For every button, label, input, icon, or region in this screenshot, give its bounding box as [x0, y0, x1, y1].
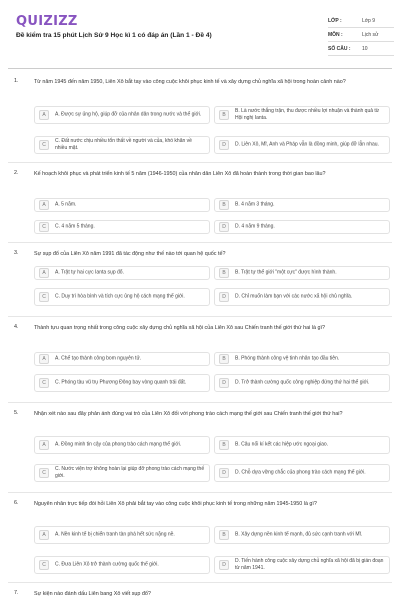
option-d[interactable]: [214, 288, 390, 306]
question-text: Nguyên nhân trực tiếp đòi hỏi Liên Xô phải bắt tay vào công cuộc khôi phục kinh tế trong những năm 1945-1950 là gì?: [34, 501, 317, 507]
option-letter: C: [39, 468, 49, 478]
meta-value: Lớp 9: [362, 17, 376, 24]
option-letter: B: [219, 530, 229, 540]
option-letter: A: [39, 354, 49, 364]
option-text: D. 4 năm 9 tháng.: [235, 223, 275, 230]
question-divider: [8, 402, 392, 403]
option-text: C. Duy trì hòa bình và tích cực ủng hộ cách mạng thế giới.: [55, 293, 185, 300]
option-text: A. 5 năm.: [55, 201, 77, 208]
meta-row-class: [328, 14, 394, 28]
option-c[interactable]: [34, 220, 210, 234]
quizizz-logo: QUIZIZZ: [16, 14, 78, 29]
option-b[interactable]: [214, 526, 390, 544]
option-text: A. Đồng minh tin cậy của phong trào cách mạng thế giới.: [55, 441, 182, 448]
meta-key: SỐ CÂU :: [328, 45, 351, 52]
option-letter: C: [39, 222, 49, 232]
question-number: 1.: [14, 78, 19, 84]
question-text: Thành tựu quan trọng nhất trong công cuộc xây dựng chủ nghĩa xã hội của Liên Xô sau Chiến tranh thế giới thứ hai là gì?: [34, 325, 325, 331]
option-letter: C: [39, 292, 49, 302]
option-a[interactable]: [34, 266, 210, 280]
option-text: D. Chỉ muốn làm bạn với các nước xã hội chủ nghĩa.: [235, 293, 353, 300]
option-text: A. Nền kinh tế bị chiến tranh tàn phá hết sức nặng nề.: [55, 531, 175, 538]
option-text: B. Là nước thắng trận, thu được nhiều lợi nhuận và thành quả từ Hội nghị Ianta.: [235, 108, 380, 121]
question-text: Kế hoạch khôi phục và phát triển kinh tế 5 năm (1946-1950) của nhân dân Liên Xô đã hoàn thành trong thời gian bao lâu?: [34, 171, 326, 177]
meta-key: MÔN :: [328, 31, 343, 38]
option-text: B. Câu nối kí kết các hiệp ước ngoại giao.: [235, 441, 329, 448]
question-number: 7.: [14, 590, 19, 596]
option-text: D. Liên Xô, Mĩ, Anh và Pháp vẫn là đồng minh, giúp đỡ lẫn nhau.: [235, 141, 379, 148]
meta-key: LỚP :: [328, 17, 342, 24]
option-a[interactable]: [34, 436, 210, 454]
option-text: A. Trật tự hai cực Ianta sụp đổ.: [55, 269, 124, 276]
option-b[interactable]: [214, 266, 390, 280]
option-letter: B: [219, 354, 229, 364]
option-text: B. 4 năm 3 tháng.: [235, 201, 275, 208]
question-divider: [8, 582, 392, 583]
page-title: Đề kiểm tra 15 phút Lịch Sử 9 Học kì 1 có đáp án (Lần 1 - Đề 4): [16, 32, 212, 39]
option-letter: B: [219, 200, 229, 210]
meta-row-count: [328, 42, 394, 56]
option-a[interactable]: [34, 106, 210, 124]
option-letter: C: [39, 140, 49, 150]
option-text: A. Được sự ủng hộ, giúp đỡ của nhân dân trong nước và thế giới.: [55, 111, 202, 118]
option-text: C. Đất nước chịu nhiều tổn thất về người và của, khó khăn về nhiều mặt.: [55, 138, 192, 151]
option-text: B. Phóng thành công vệ tinh nhân tạo đầu tiên.: [235, 355, 340, 362]
question-text: Sự sụp đổ của Liên Xô năm 1991 đã tác động như thế nào tới quan hệ quốc tế?: [34, 251, 226, 257]
option-letter: B: [219, 110, 229, 120]
option-b[interactable]: [214, 198, 390, 212]
option-letter: D: [219, 222, 229, 232]
option-text: C. Nước viện trợ không hoàn lại giúp đỡ phong trào cách mạng thế giới.: [55, 466, 205, 479]
option-d[interactable]: [214, 464, 390, 482]
option-letter: B: [219, 268, 229, 278]
meta-box: [328, 14, 394, 56]
option-c[interactable]: [34, 288, 210, 306]
option-letter: A: [39, 440, 49, 450]
question-divider: [8, 492, 392, 493]
option-letter: B: [219, 440, 229, 450]
option-text: C. Phóng tàu vũ trụ Phương Đông bay vòng quanh trái đất.: [55, 379, 187, 386]
option-d[interactable]: [214, 556, 390, 574]
option-c[interactable]: [34, 374, 210, 392]
option-c[interactable]: [34, 464, 210, 482]
question-text: Sự kiện nào đánh dấu Liên bang Xô viết sụp đổ?: [34, 591, 151, 597]
option-d[interactable]: [214, 220, 390, 234]
question-number: 6.: [14, 500, 19, 506]
option-letter: C: [39, 560, 49, 570]
option-b[interactable]: [214, 106, 390, 124]
option-b[interactable]: [214, 436, 390, 454]
question-number: 3.: [14, 250, 19, 256]
meta-value: Lịch sử: [362, 31, 379, 38]
option-b[interactable]: [214, 352, 390, 366]
option-letter: A: [39, 268, 49, 278]
option-c[interactable]: [34, 136, 210, 154]
question-divider: [8, 242, 392, 243]
option-letter: D: [219, 468, 229, 478]
option-letter: D: [219, 560, 229, 570]
option-letter: D: [219, 292, 229, 302]
option-letter: D: [219, 140, 229, 150]
option-letter: D: [219, 378, 229, 388]
meta-value: 10: [362, 45, 368, 52]
option-a[interactable]: [34, 198, 210, 212]
option-text: C. Đưa Liên Xô trở thành cường quốc thế giới.: [55, 561, 159, 568]
question-text: Từ năm 1945 đến năm 1950, Liên Xô bắt tay vào công cuộc khôi phục kinh tế và xây dựng chủ nghĩa xã hội trong hoàn cảnh nào?: [34, 79, 346, 85]
option-letter: A: [39, 110, 49, 120]
option-d[interactable]: [214, 374, 390, 392]
option-text: B. Xây dựng nền kinh tế mạnh, đủ sức cạnh tranh với Mĩ.: [235, 531, 363, 538]
option-text: A. Chế tạo thành công bom nguyên tử.: [55, 355, 142, 362]
option-c[interactable]: [34, 556, 210, 574]
question-divider: [8, 316, 392, 317]
header: [0, 0, 400, 64]
option-a[interactable]: [34, 526, 210, 544]
option-text: D. Trở thành cường quốc công nghiệp đứng thứ hai thế giới.: [235, 379, 370, 386]
option-a[interactable]: [34, 352, 210, 366]
option-text: B. Trật tự thế giới "một cực" được hình thành.: [235, 269, 337, 276]
meta-row-subject: [328, 28, 394, 42]
header-divider: [8, 68, 392, 69]
question-number: 5.: [14, 410, 19, 416]
option-d[interactable]: [214, 136, 390, 154]
question-text: Nhận xét nào sau đây phản ánh đúng vai trò của Liên Xô đối với phong trào cách mạng thế giới sau Chiến tranh thế giới thứ hai?: [34, 411, 343, 417]
option-letter: A: [39, 530, 49, 540]
option-text: D. Chỗ dựa vững chắc của phong trào cách mạng thế giới.: [235, 469, 366, 476]
question-number: 4.: [14, 324, 19, 330]
question-divider: [8, 162, 392, 163]
option-letter: C: [39, 378, 49, 388]
option-text: D. Tiến hành công cuộc xây dựng chủ nghĩa xã hội đã bị gián đoạn từ năm 1941.: [235, 558, 384, 571]
option-letter: A: [39, 200, 49, 210]
option-text: C. 4 năm 5 tháng.: [55, 223, 95, 230]
question-number: 2.: [14, 170, 19, 176]
